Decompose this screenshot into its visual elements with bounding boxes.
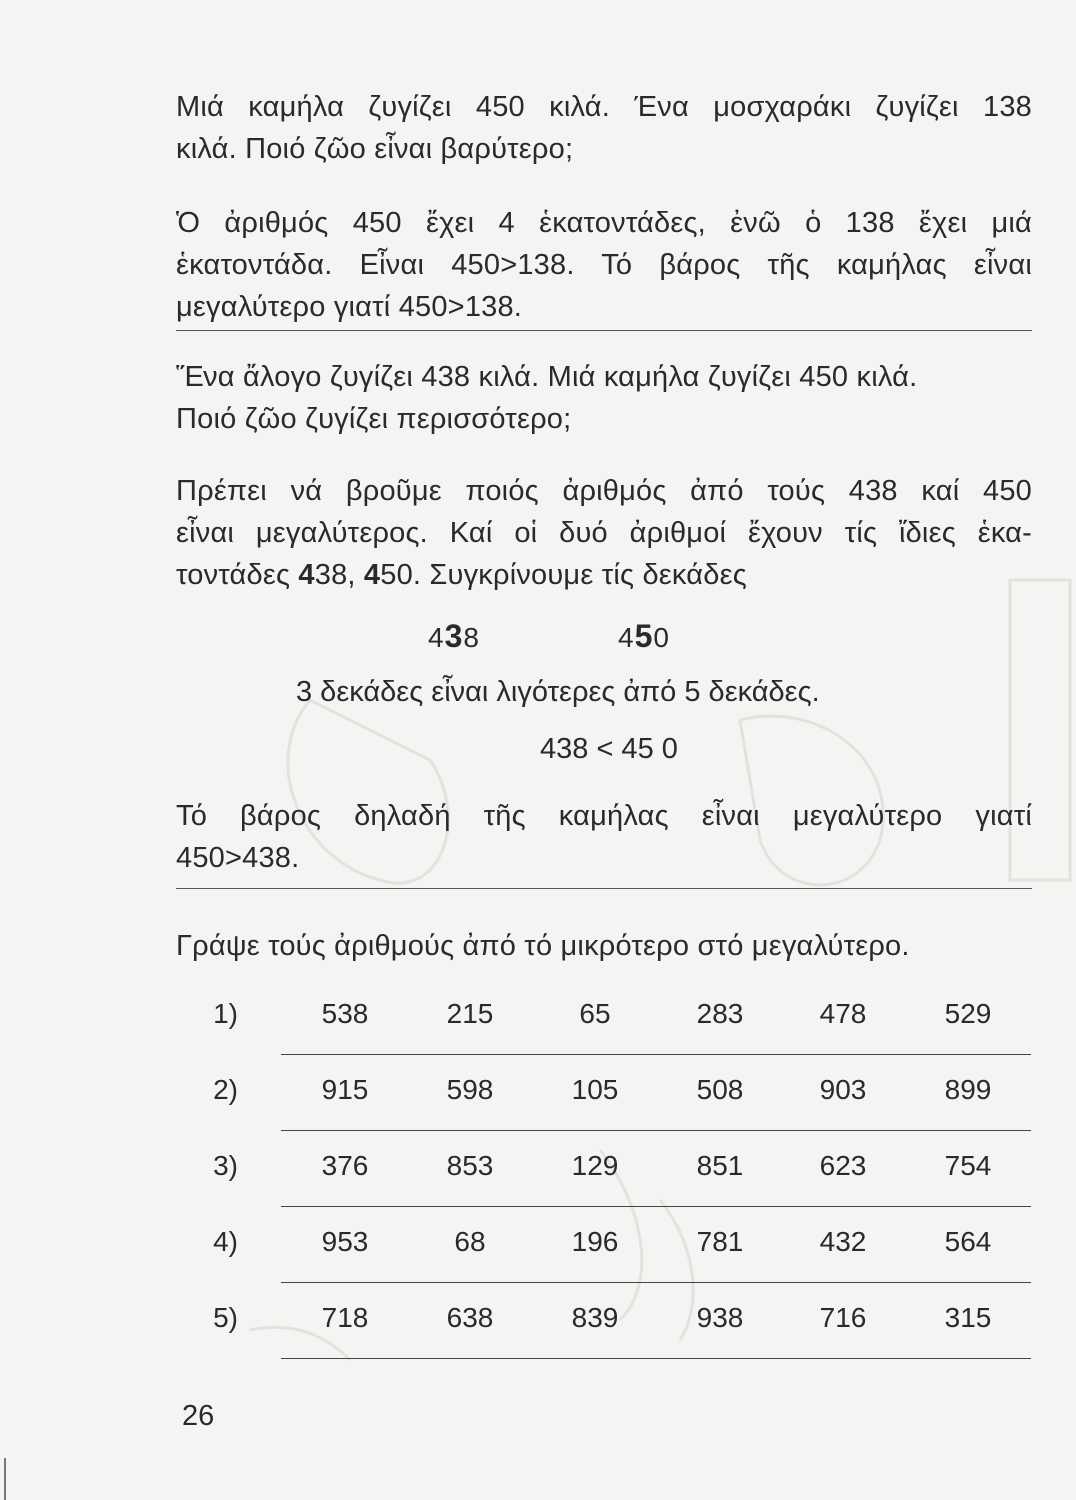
answer-line[interactable] (281, 1054, 1031, 1055)
exercise-number: 478 (819, 998, 867, 1029)
exercise-number: 508 (696, 1074, 744, 1105)
bold-digit: 4 (298, 559, 315, 591)
digit: 4 (428, 622, 445, 653)
exercise-number: 915 (321, 1074, 369, 1105)
conclusion (176, 795, 1032, 879)
exercise-number: 839 (571, 1302, 619, 1333)
exercise-number: 105 (571, 1074, 619, 1105)
answer-line[interactable] (281, 1282, 1031, 1283)
exercise-number: 903 (819, 1074, 867, 1105)
section-divider (176, 888, 1032, 889)
exercise-number: 283 (696, 998, 744, 1029)
text-line (176, 554, 1032, 596)
text-line: Ὁ ἀριθμός 450 ἔχει 4 ἑκατοντάδες, ἐνῶ ὁ 138 ἔχει μιά (176, 207, 1032, 239)
text-line: εἶναι μεγαλύτερος. Καί οἱ δυό ἀριθμοί ἔχουν τίς ἴδιες ἑκα- (176, 517, 1032, 549)
text-fragment: 50. Συγκρίνουμε τίς δεκάδες (380, 559, 747, 591)
exercise-number: 638 (446, 1302, 494, 1333)
exercise-number: 938 (696, 1302, 744, 1333)
exercise-number: 623 (819, 1150, 867, 1181)
exercise-number: 215 (446, 998, 494, 1029)
exercise-number: 538 (321, 998, 369, 1029)
digit: 4 (618, 622, 635, 653)
section-divider (176, 330, 1032, 331)
exercise-number: 853 (446, 1150, 494, 1181)
text-line: μεγαλύτερο γιατί 450>138. (176, 291, 523, 323)
text-line: Μιά καμήλα ζυγίζει 450 κιλά. Ένα μοσχαράκι ζυγίζει 138 (176, 91, 1032, 123)
question-camel-calf (176, 86, 1032, 170)
exercise-number: 315 (944, 1302, 992, 1333)
exercise-number: 953 (321, 1226, 369, 1257)
exercise-number: 716 (819, 1302, 867, 1333)
exercise-number: 781 (696, 1226, 744, 1257)
margin-mark (4, 1458, 6, 1500)
text-line: Ποιό ζῶο ζυγίζει περισσότερο; (176, 403, 572, 435)
exercise-row-label: 5) (213, 1302, 238, 1333)
exercise-number: 598 (446, 1074, 494, 1105)
exercise-number: 376 (321, 1150, 369, 1181)
exercise-number: 718 (321, 1302, 369, 1333)
text-fragment: τοντάδες (176, 559, 299, 591)
digit: 0 (653, 622, 670, 653)
answer-line[interactable] (281, 1130, 1031, 1131)
exercise-number: 754 (944, 1150, 992, 1181)
digit: 8 (463, 622, 480, 653)
exercise-number: 68 (454, 1226, 486, 1257)
question-horse-camel (176, 356, 1032, 440)
text-line: κιλά. Ποιό ζῶο εἶναι βαρύτερο; (176, 133, 574, 165)
text-line: 450>438. (176, 842, 300, 874)
exercise-number: 432 (819, 1226, 867, 1257)
inequality: 438 < 45 0 (540, 733, 678, 765)
exercise-row-label: 4) (213, 1226, 238, 1257)
exercise-number: 129 (571, 1150, 619, 1181)
text-fragment: 38, (314, 559, 364, 591)
bold-digit: 3 (444, 618, 464, 654)
answer-line[interactable] (281, 1358, 1031, 1359)
exercise-row-label: 3) (213, 1150, 238, 1181)
exercise-number: 564 (944, 1226, 992, 1257)
exercise-number: 196 (571, 1226, 619, 1257)
bold-digit: 5 (634, 618, 654, 654)
tens-comparison-sentence: 3 δεκάδες εἶναι λιγότερες ἀπό 5 δεκάδες. (296, 676, 820, 708)
exercise-number: 899 (944, 1074, 992, 1105)
exercise-instruction (176, 925, 1032, 967)
text-line: Τό βάρος δηλαδή τῆς καμήλας εἶναι μεγαλύτερο γιατί (176, 800, 1032, 832)
bold-digit: 4 (363, 559, 381, 591)
explanation-hundreds (176, 202, 1032, 328)
explanation-tens (176, 470, 1032, 596)
exercise-number: 529 (944, 998, 992, 1029)
text-line: ἑκατοντάδα. Εἶναι 450>138. Τό βάρος τῆς καμήλας εἶναι (176, 249, 1032, 281)
exercise-row-label: 2) (213, 1074, 238, 1105)
answer-line[interactable] (281, 1206, 1031, 1207)
exercise-row-label: 1) (213, 998, 238, 1029)
number-438-highlighted (428, 618, 480, 655)
page-number: 26 (182, 1400, 215, 1432)
text-line: Πρέπει νά βροῦμε ποιός ἀριθμός ἀπό τούς 438 καί 450 (176, 475, 1032, 507)
exercise-number: 851 (696, 1150, 744, 1181)
exercise-number: 65 (579, 998, 611, 1029)
text-line: Γράψε τούς ἀριθμούς ἀπό τό μικρότερο στό μεγαλύτερο. (176, 930, 910, 962)
number-450-highlighted (618, 618, 670, 655)
text-line: Ἕνα ἄλογο ζυγίζει 438 κιλά. Μιά καμήλα ζυγίζει 450 κιλά. (176, 361, 918, 393)
